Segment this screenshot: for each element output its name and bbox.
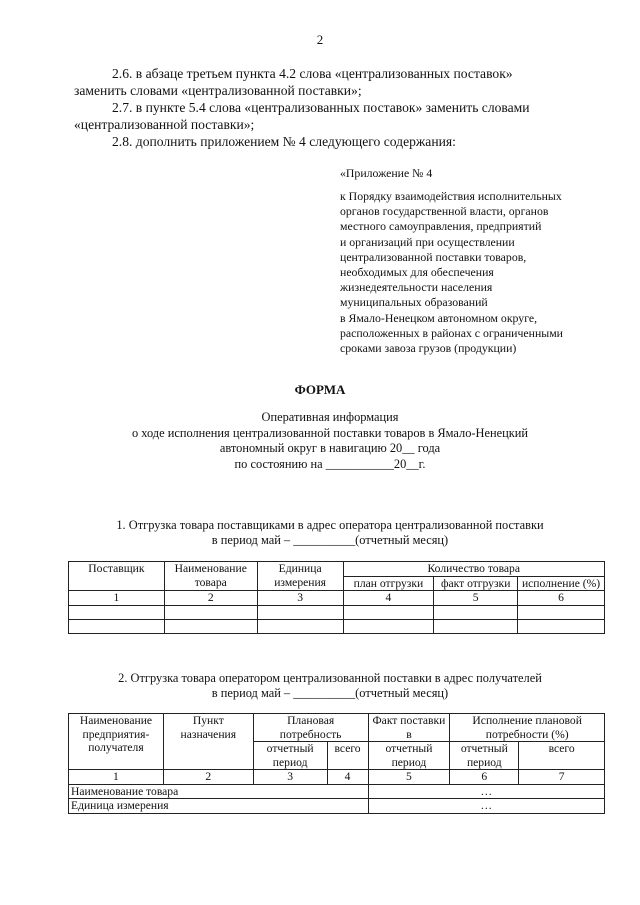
row-label-unit: Единица измерения	[69, 799, 369, 814]
table-shipments-recipients	[68, 713, 605, 814]
paragraph-line: 2.7. в пункте 5.4 слова «централизованных поставок» заменить словами	[112, 100, 530, 115]
column-number: 3	[253, 770, 327, 785]
column-number: 1	[69, 591, 165, 606]
header-planned-need: Плановая потребность	[253, 714, 368, 742]
appendix-line: централизованной поставки товаров,	[340, 249, 527, 264]
form-title: ФОРМА	[294, 382, 346, 397]
column-number: 5	[368, 770, 450, 785]
header-destination: Пункт назначения	[163, 714, 253, 770]
row-value: …	[368, 784, 604, 799]
header-reporting-period: отчетный период	[450, 742, 519, 770]
appendix-line: в Ямало-Ненецком автономном округе,	[340, 310, 538, 325]
table-row	[69, 619, 605, 633]
header-product: Наименование товара	[164, 562, 257, 591]
section-heading-line: в период май – __________(отчетный месяц)	[211, 533, 449, 548]
table-cell	[69, 619, 165, 633]
paragraph-line: 2.8. дополнить приложением № 4 следующего содержания:	[112, 134, 456, 149]
header-reporting-period: отчетный период	[368, 742, 450, 770]
column-number: 2	[163, 770, 253, 785]
table-header-row	[69, 714, 605, 742]
operative-info-line: автономный округ в навигацию 20__ года	[219, 441, 441, 456]
table-shipments-suppliers	[68, 561, 605, 634]
appendix-line: необходимых для обеспечения	[340, 265, 494, 280]
column-number: 1	[69, 770, 164, 785]
header-recipient: Наименование предприятия-получателя	[69, 714, 164, 770]
table-header-row	[69, 562, 605, 577]
page-number: 2	[316, 32, 324, 47]
header-supplier: Поставщик	[69, 562, 165, 591]
appendix-title: «Приложение № 4	[340, 166, 433, 180]
paragraph-2-6	[74, 65, 610, 99]
operative-info-line: о ходе исполнения централизованной поставки товаров в Ямало-Ненецкий	[131, 425, 529, 440]
table-cell	[434, 619, 518, 633]
paragraph-2-7	[74, 99, 610, 133]
table-cell	[343, 619, 434, 633]
table-number-row	[69, 770, 605, 785]
table-row	[69, 799, 605, 814]
appendix-line: и организаций при осуществлении	[340, 234, 515, 249]
appendix-line: органов государственной власти, органов	[340, 204, 549, 219]
column-number: 6	[518, 591, 605, 606]
header-unit: Единица измерения	[257, 562, 343, 591]
header-reporting-period: отчетный период	[253, 742, 327, 770]
header-plan: план отгрузки	[343, 576, 434, 591]
section-heading-line: 2. Отгрузка товара оператором централизованной поставки в адрес получателей	[118, 671, 542, 685]
appendix-line: к Порядку взаимодействия исполнительных	[340, 189, 562, 203]
column-number: 2	[164, 591, 257, 606]
table-cell	[434, 605, 518, 619]
appendix-line: расположенных в районах с ограниченными	[340, 325, 563, 340]
table-cell	[257, 605, 343, 619]
header-execution: исполнение (%)	[518, 576, 605, 591]
header-fact: факт отгрузки	[434, 576, 518, 591]
row-value: …	[368, 799, 604, 814]
paragraph-2-8	[74, 133, 610, 150]
table-number-row	[69, 591, 605, 606]
table-cell	[257, 619, 343, 633]
section-heading-line: в период май – __________(отчетный месяц)	[211, 686, 449, 701]
header-total: всего	[519, 742, 605, 770]
column-number: 6	[450, 770, 519, 785]
table-cell	[518, 619, 605, 633]
paragraph-line: «централизованной поставки»;	[74, 117, 255, 132]
table-row	[69, 605, 605, 619]
appendix-line: местного самоуправления, предприятий	[340, 219, 542, 234]
header-quantity: Количество товара	[343, 562, 604, 577]
section-heading-line: 1. Отгрузка товара поставщиками в адрес оператора централизованной поставки	[116, 518, 544, 532]
column-number: 4	[327, 770, 368, 785]
paragraph-line: 2.6. в абзаце третьем пункта 4.2 слова «централизованных поставок»	[112, 66, 513, 81]
section1-heading	[60, 518, 600, 549]
column-number: 3	[257, 591, 343, 606]
header-total: всего	[327, 742, 368, 770]
operative-info-line: по состоянию на ___________20__г.	[234, 456, 426, 471]
operative-info	[60, 410, 600, 472]
section2-heading	[60, 671, 600, 702]
table-row	[69, 784, 605, 799]
appendix-text	[340, 189, 620, 356]
appendix-line: сроками завоза грузов (продукции)	[340, 341, 517, 356]
table-cell	[69, 605, 165, 619]
paragraph-line: заменить словами «централизованной поставки»;	[74, 83, 362, 98]
column-number: 5	[434, 591, 518, 606]
column-number: 4	[343, 591, 434, 606]
table-cell	[518, 605, 605, 619]
row-label-product: Наименование товара	[69, 784, 369, 799]
table-cell	[164, 605, 257, 619]
column-number: 7	[519, 770, 605, 785]
table-cell	[343, 605, 434, 619]
appendix-line: жизнедеятельности населения	[340, 280, 493, 295]
operative-info-line: Оперативная информация	[261, 410, 399, 424]
appendix-line: муниципальных образований	[340, 295, 488, 310]
header-fact-delivery: Факт поставки в	[368, 714, 450, 742]
table-cell	[164, 619, 257, 633]
header-execution-need: Исполнение плановой потребности (%)	[450, 714, 605, 742]
